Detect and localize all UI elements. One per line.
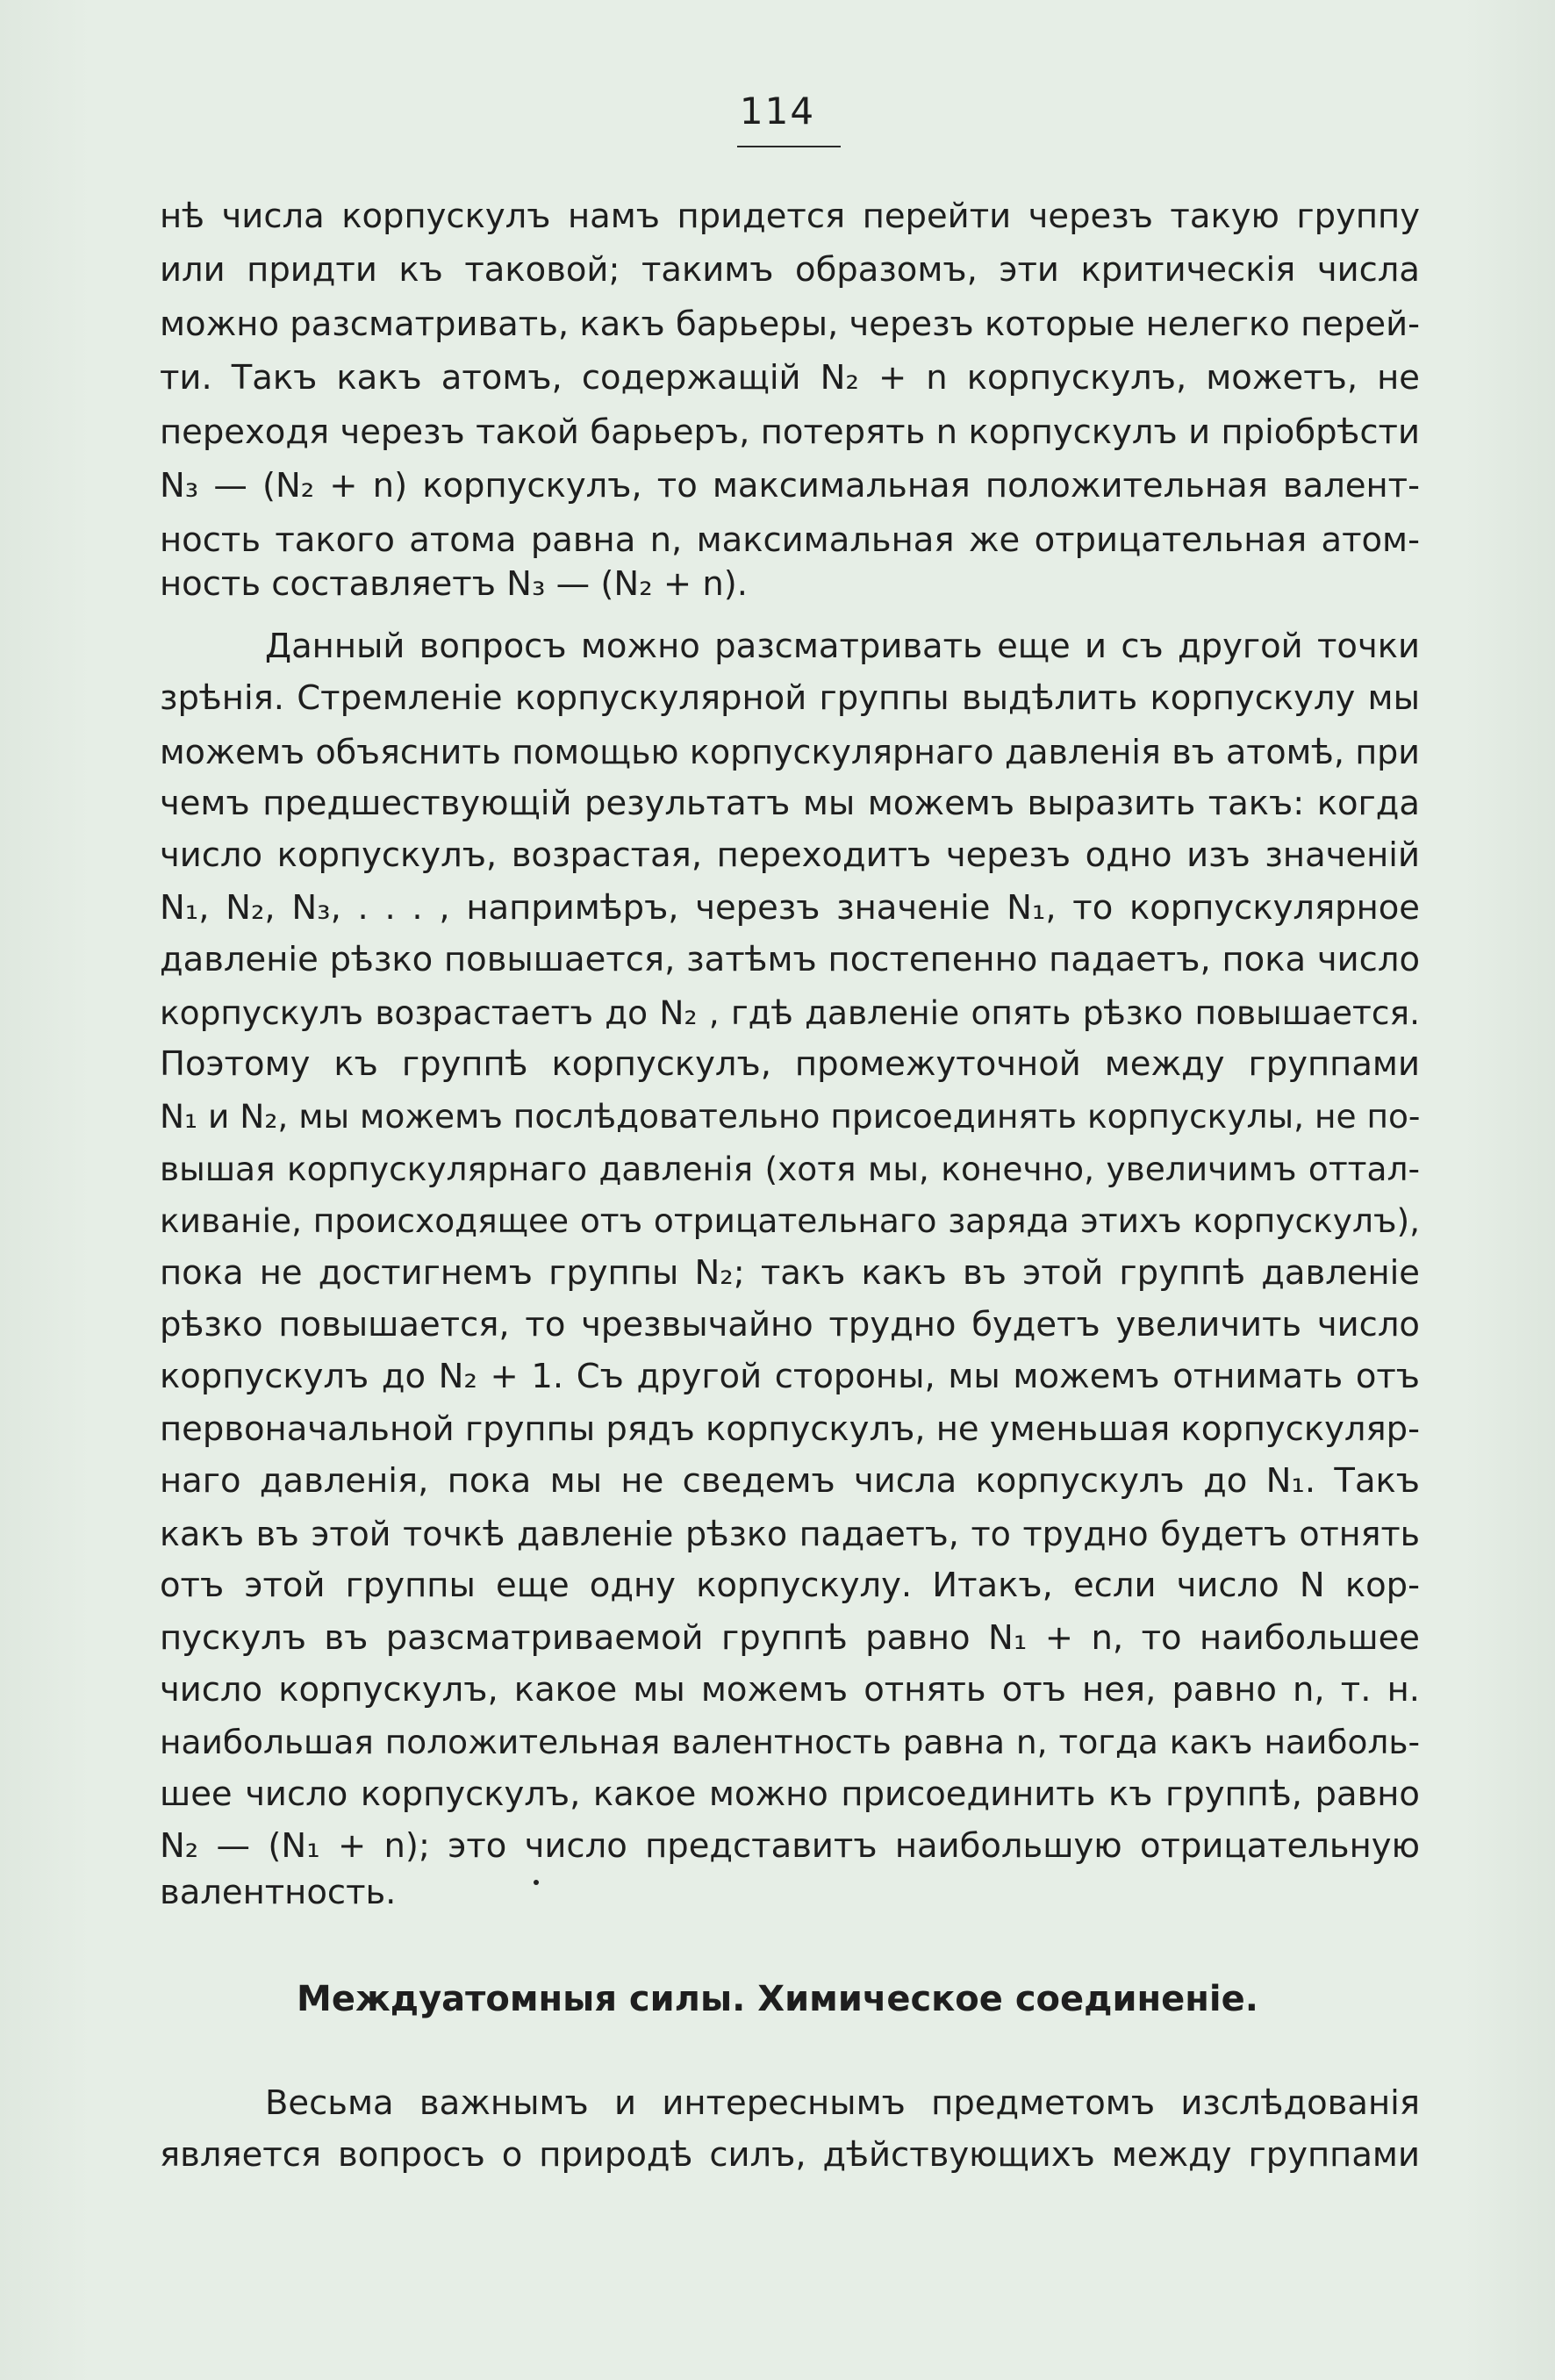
text-line: отъ этой группы еще одну корпускулу. Итакъ, если число N кор- [160,1566,1420,1605]
text-line: число корпускулъ, какое мы можемъ отнять отъ нея, равно n, т. н. [160,1670,1420,1710]
text-line: является вопросъ о природѣ силъ, дѣйствующихъ между группами [160,2135,1420,2175]
text-line: корпускулъ возрастаетъ до N₂ , гдѣ давленіе опять рѣзко повышается. [160,993,1420,1032]
text-line: ность составляетъ N₃ — (N₂ + n). [160,564,749,604]
section-heading: Междуатомныя силы. Химическое соединеніе. [297,1979,1258,2019]
text-line: рѣзко повышается, то чрезвычайно трудно будетъ увеличить число [160,1305,1420,1344]
text-line: или придти къ таковой; такимъ образомъ, эти критическія числа [160,250,1420,290]
text-line: нѣ числа корпускулъ намъ придется перейти черезъ такую группу [160,197,1420,236]
text-line: переходя черезъ такой барьеръ, потерять n корпускулъ и пріобрѣсти [160,412,1420,452]
text-line: шее число корпускулъ, какое можно присоединить къ группѣ, равно [160,1774,1420,1814]
text-line: киваніе, происходящее отъ отрицательнаго заряда этихъ корпускулъ), [160,1201,1420,1240]
text-line: N₂ — (N₁ + n); это число представитъ наибольшую отрицательную [160,1826,1420,1866]
text-line: ность такого атома равна n, максимальная же отрицательная атом- [160,520,1420,560]
text-line: можемъ объяснить помощью корпускулярнаго давленія въ атомѣ, при [160,733,1420,771]
page-number: 114 [739,90,816,133]
text-line: N₁, N₂, N₃, . . . , напримѣръ, черезъ значеніе N₁, то корпускулярное [160,888,1420,928]
text-line: пока не достигнемъ группы N₂; такъ какъ въ этой группѣ давленіе [160,1253,1420,1293]
text-line: наибольшая положительная валентность равна n, тогда какъ наиболь- [160,1723,1420,1761]
text-line: ти. Такъ какъ атомъ, содержащій N₂ + n корпускулъ, можетъ, не [160,358,1420,398]
text-line: валентность. [160,1873,397,1912]
text-line: пускулъ въ разсматриваемой группѣ равно N₁ + n, то наибольшее [160,1618,1420,1658]
text-line: корпускулъ до N₂ + 1. Съ другой стороны, мы можемъ отнимать отъ [160,1357,1420,1396]
text-line: зрѣнія. Стремленіе корпускулярной группы выдѣлить корпускулу мы [160,678,1420,718]
text-line: наго давленія, пока мы не сведемъ числа корпускулъ до N₁. Такъ [160,1461,1420,1501]
text-line: чемъ предшествующій результатъ мы можемъ выразить такъ: когда [160,784,1420,823]
text-line: N₃ — (N₂ + n) корпускулъ, то максимальная положительная валент- [160,466,1420,505]
text-line: число корпускулъ, возрастая, переходитъ черезъ одно изъ значеній [160,835,1420,875]
text-line: Данный вопросъ можно разсматривать еще и съ другой точки [265,627,1420,666]
text-line: N₁ и N₂, мы можемъ послѣдовательно присоединять корпускулы, не по- [160,1097,1420,1136]
text-line: давленіе рѣзко повышается, затѣмъ постепенно падаетъ, пока число [160,940,1420,979]
text-line: какъ въ этой точкѣ давленіе рѣзко падаетъ, то трудно будетъ отнять [160,1515,1420,1553]
text-line: вышая корпускулярнаго давленія (хотя мы, конечно, увеличимъ оттал- [160,1150,1420,1188]
text-line: первоначальной группы рядъ корпускулъ, не уменьшая корпускуляр- [160,1409,1420,1449]
text-line: Поэтому къ группѣ корпускулъ, промежуточной между группами [160,1044,1420,1084]
text-line: Весьма важнымъ и интереснымъ предметомъ изслѣдованія [265,2083,1420,2123]
text-line: можно разсматривать, какъ барьеры, черезъ которые нелегко перей- [160,305,1420,344]
